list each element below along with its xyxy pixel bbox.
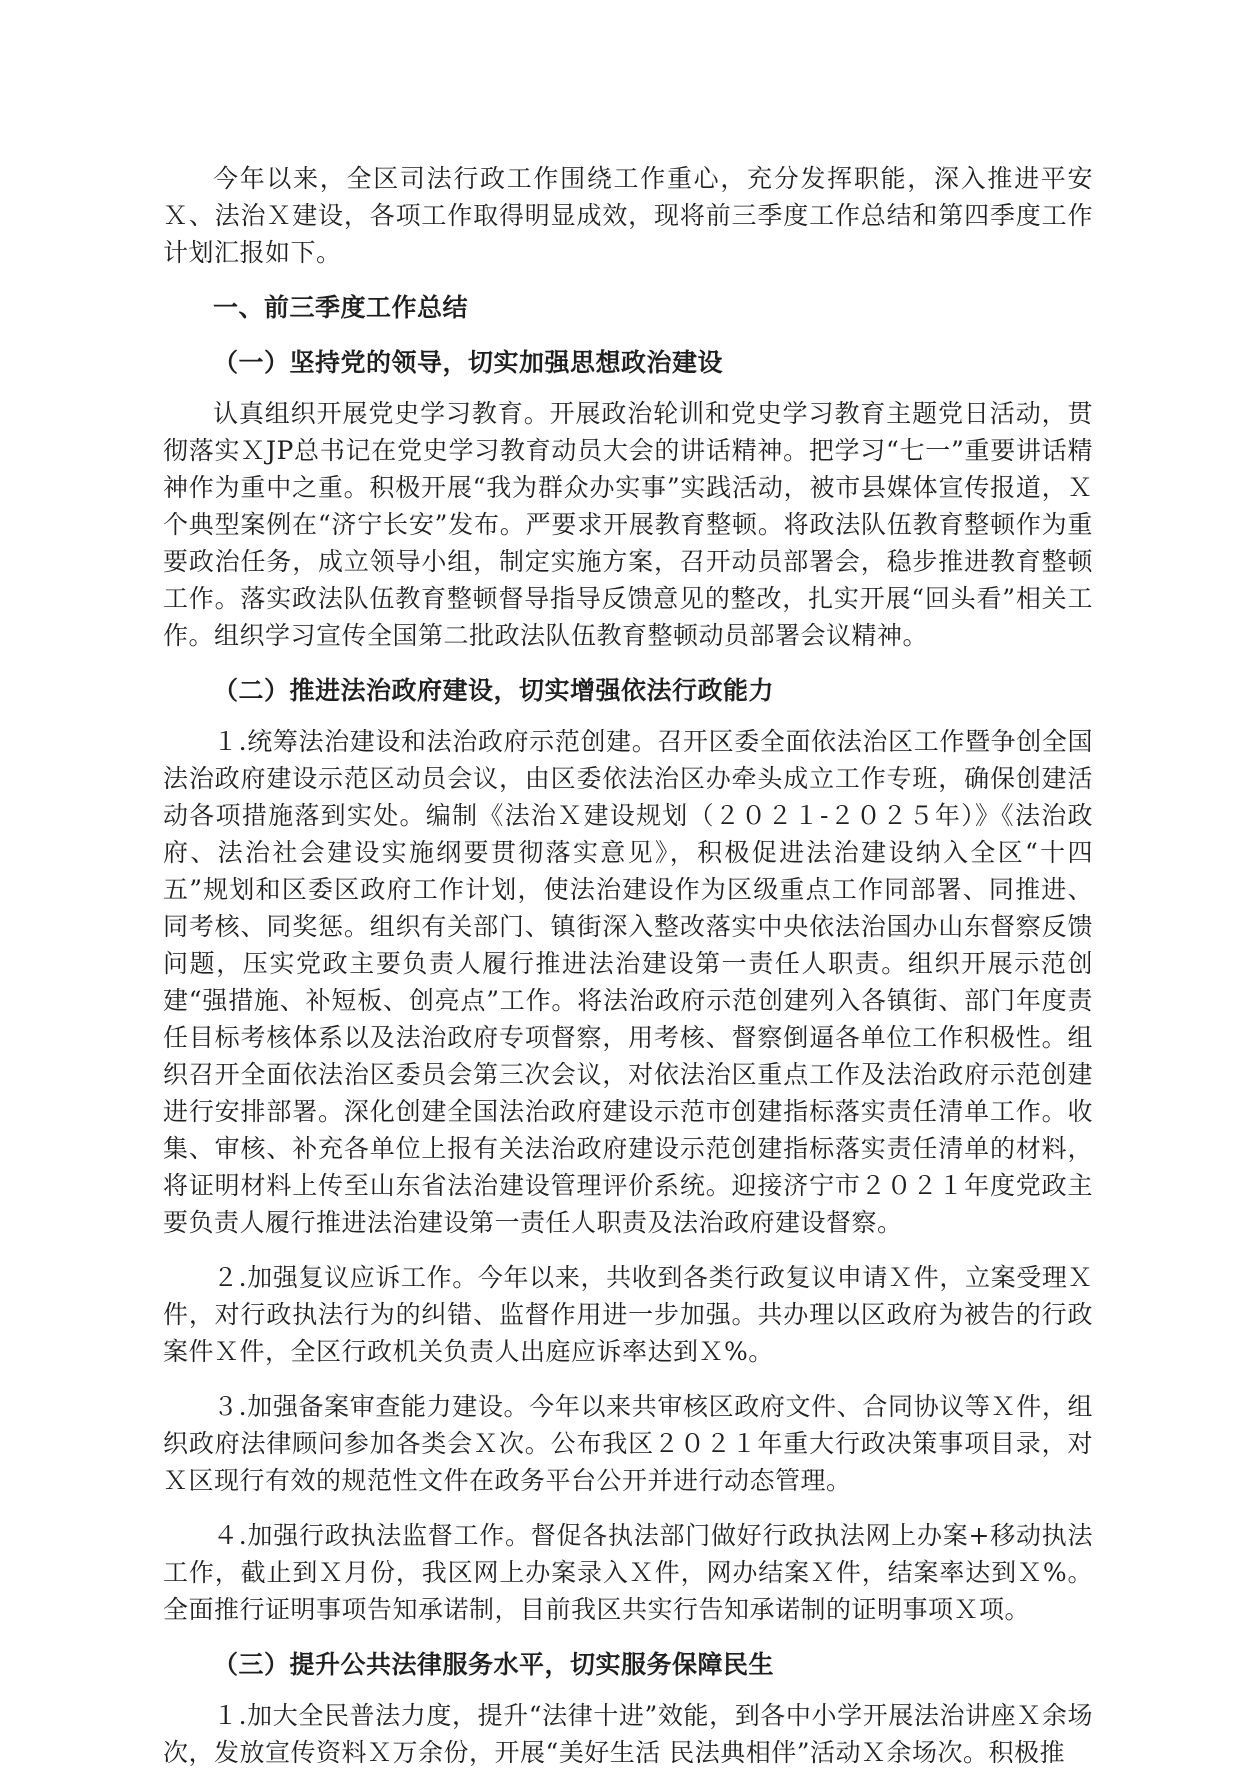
document-page [163,160,1093,1771]
paragraph-legal-education: １.加大全民普法力度，提升“法律十进”效能，到各中小学开展法治讲座Ｘ余场次，发放宣传资料Ｘ万余份，开展“美好生活 民法典相伴”活动Ｘ余场次。积极推 [163,1701,1093,1767]
paragraph-rule-of-law-building: １.统筹法治建设和法治政府示范创建。召开区委全面依法治区工作暨争创全国法治政府建设示范区动员会议，由区委依法治区办牵头成立工作专班，确保创建活动各项措施落到实处。编制《法治Ｘ建设规划（２０２１-２０２５年）》《法治政府、法治社会建设实施纲要贯彻落实意见》，积极促进法治建设纳入全区“十四五”规划和区委区政府工作计划，使法治建设作为区级重点工作同部署、同推进、同考核、同奖惩。组织有关部门、镇街深入整改落实中央依法治国办山东督察反馈问题，压实党政主要负责人履行推进法治建设第一责任人职责。组织开展示范创建“强措施、补短板、创亮点”工作。将法治政府示范创建列入各镇街、部门年度责任目标考核体系以及法治政府专项督察，用考核、督察倒逼各单位工作积极性。组织召开全面依法治区委员会第三次会议，对依法治区重点工作及法治政府示范创建进行安排部署。深化创建全国法治政府建设示范市创建指标落实责任清单工作。收集、审核、补充各单位上报有关法治政府建设示范创建指标落实责任清单的材料，将证明材料上传至山东省法治建设管理评价系统。迎接济宁市２０２１年度党政主要负责人履行推进法治建设第一责任人职责及法治政府建设督察。 [163,727,1093,1237]
paragraph-enforcement-supervision: ４.加强行政执法监督工作。督促各执法部门做好行政执法网上办案+移动执法工作，截止到Ｘ月份，我区网上办案录入Ｘ件，网办结案Ｘ件，结案率达到Ｘ%。全面推行证明事项告知承诺制，目前我区共实行告知承诺制的证明事项Ｘ项。 [163,1521,1093,1624]
section-heading-1: 一、前三季度工作总结 [213,293,469,322]
paragraph-party-leadership: 认真组织开展党史学习教育。开展政治轮训和党史学习教育主题党日活动，贯彻落实ＸJP总书记在党史学习教育动员大会的讲话精神。把学习“七一”重要讲话精神作为重中之重。积极开展“我为群众办实事”实践活动，被市县媒体宣传报道，Ｘ个典型案例在“济宁长安”发布。严要求开展教育整顿。将政法队伍教育整顿作为重要政治任务，成立领导小组，制定实施方案，召开动员部署会，稳步推进教育整顿工作。落实政法队伍教育整顿督导指导反馈意见的整改，扎实开展“回头看”相关工作。组织学习宣传全国第二批政法队伍教育整顿动员部署会议精神。 [163,399,1093,650]
intro-paragraph: 今年以来，全区司法行政工作围绕工作重心，充分发挥职能，深入推进平安Ｘ、法治Ｘ建设，各项工作取得明显成效，现将前三季度工作总结和第四季度工作计划汇报如下。 [163,164,1093,267]
subsection-heading-1: （一）坚持党的领导，切实加强思想政治建设 [213,348,724,377]
subsection-heading-2: （二）推进法治政府建设，切实增强依法行政能力 [213,676,775,705]
subsection-heading-3: （三）提升公共法律服务水平，切实服务保障民生 [213,1650,775,1679]
paragraph-review-litigation: ２.加强复议应诉工作。今年以来，共收到各类行政复议申请Ｘ件，立案受理Ｘ件，对行政执法行为的纠错、监督作用进一步加强。共办理以区政府为被告的行政案件Ｘ件，全区行政机关负责人出庭应诉率达到Ｘ%。 [163,1263,1093,1366]
paragraph-filing-review: ３.加强备案审查能力建设。今年以来共审核区政府文件、合同协议等Ｘ件，组织政府法律顾问参加各类会Ｘ次。公布我区２０２１年重大行政决策事项目录，对Ｘ区现行有效的规范性文件在政务平台公开并进行动态管理。 [163,1392,1093,1495]
